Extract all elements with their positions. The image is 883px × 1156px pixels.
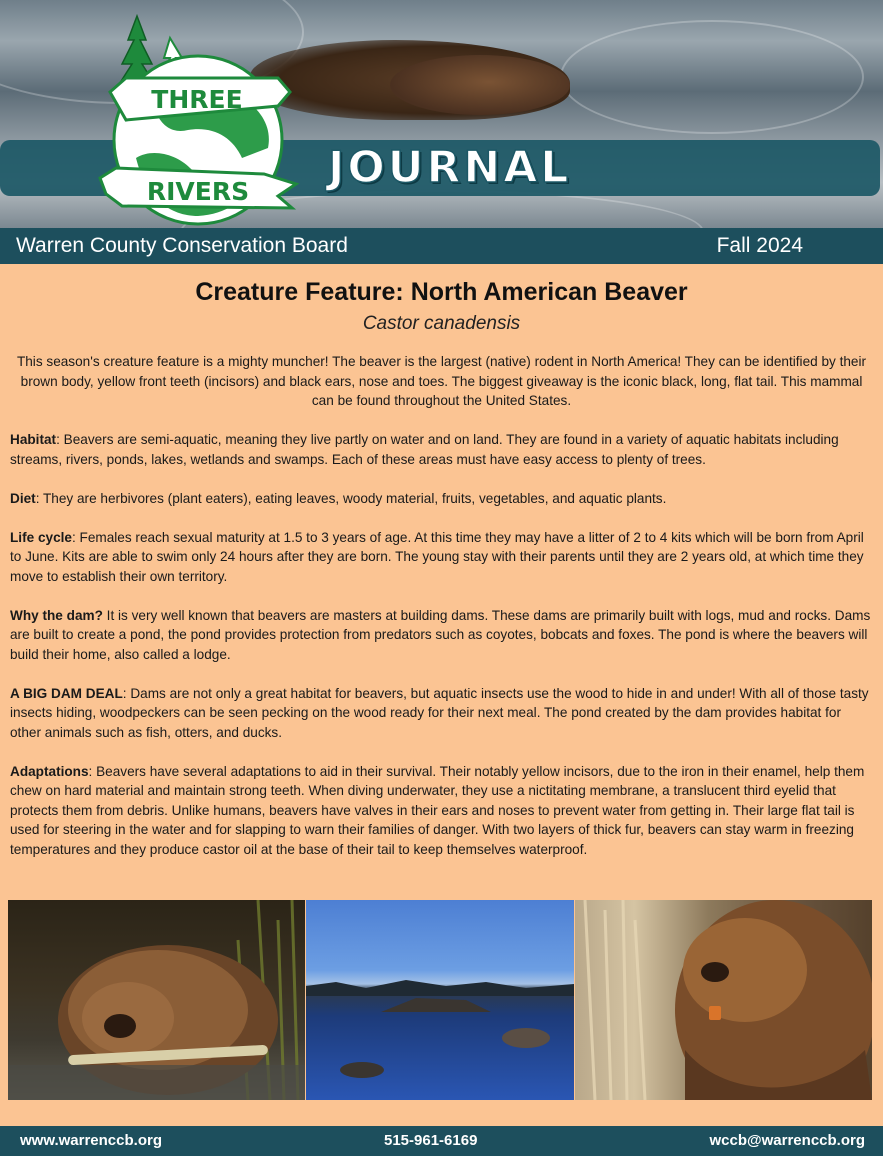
section-separator: :: [71, 529, 76, 545]
beaver-eating-illustration: [8, 900, 305, 1100]
article: [10, 264, 873, 859]
why-the-dam-paragraph: [10, 606, 873, 665]
three-rivers-logo: [92, 8, 302, 228]
section-heading: Why the dam?: [10, 607, 103, 623]
issue-season: Fall 2024: [716, 234, 803, 257]
footer-bar: [0, 1126, 883, 1156]
section-text: Females reach sexual maturity at 1.5 to 3 years of age. At this time they may have a litter of 2 to 4 kits which will be born from April to June. Kits are able to swim only 24 hours after they are born. The young stay with their parents until they are 2 years old, at which time they move to establish their own territory.: [10, 529, 864, 584]
beaver-eating-photo: [8, 900, 305, 1100]
section-text: Beavers have several adaptations to aid in their survival. Their notably yellow incisors, due to the iron in their enamel, help them chew on hard material and maintain strong teeth. When diving underwater, they use a nictitating membrane, a translucent third eyelid that protects them from debris. Unlike humans, beavers have valves in their ears and noses to prevent water from getting in. Their large flat tail is used for steering in the water and for slapping to warn their families of danger. With two layers of thick fur, beavers can stay warm in freezing temperatures and they produce castor oil at the base of their tail to keep themselves waterproof.: [10, 763, 865, 857]
beaver-head-image: [390, 55, 570, 115]
diet-paragraph: [10, 489, 873, 509]
section-heading: Habitat: [10, 432, 57, 447]
footer-website-link[interactable]: www.warrenccb.org: [20, 1132, 162, 1149]
habitat-paragraph: [10, 430, 873, 469]
organization-name: Warren County Conservation Board: [16, 234, 348, 257]
article-title: Creature Feature: North American Beaver: [195, 278, 688, 306]
journal-title: JOURNAL: [328, 142, 572, 193]
pond-lodge-illustration: [306, 900, 574, 1100]
section-separator: :: [88, 763, 93, 779]
section-text: Dams are not only a great habitat for beavers, but aquatic insects use the wood to hide in and under! With all of those tasty insects hiding, woodpeckers can be seen pecking on the wood ready for their next meal. The pond created by the dam provides habitat for other animals such as fish, otters, and ducks.: [10, 685, 869, 740]
footer-phone[interactable]: 515-961-6169: [384, 1132, 478, 1149]
beaver-portrait-photo: [575, 900, 872, 1100]
section-text: It is very well known that beavers are masters at building dams. These dams are primarily built with logs, mud and rocks. Dams are built to create a pond, the pond provides protection from predators such as coyotes, bobcats and foxes. The pond is where the beavers will build their home, also called a lodge.: [10, 607, 871, 662]
adaptations-paragraph: [10, 762, 873, 860]
section-separator: :: [56, 432, 60, 447]
life-cycle-paragraph: [10, 528, 873, 587]
section-heading: Adaptations: [10, 763, 89, 779]
scientific-name: Castor canadensis: [362, 313, 521, 334]
header-hero-photo: [0, 0, 883, 228]
beaver-lodge-pond-photo: [306, 900, 574, 1100]
section-heading: Diet: [10, 490, 36, 506]
big-dam-deal-paragraph: [10, 684, 873, 743]
footer-email-link[interactable]: wccb@warrenccb.org: [709, 1132, 865, 1149]
section-heading: A BIG DAM DEAL: [10, 685, 123, 701]
section-separator: :: [35, 490, 40, 506]
logo-text-top: THREE: [151, 85, 243, 114]
water-ripple: [560, 20, 864, 134]
logo-text-bottom: RIVERS: [146, 177, 250, 206]
section-separator: :: [122, 685, 127, 701]
section-text: Beavers are semi-aquatic, meaning they live partly on water and on land. They are found in a variety of aquatic habitats including streams, rivers, ponds, lakes, wetlands and swamps. Each of these areas must have easy access to plenty of trees.: [10, 432, 839, 467]
section-heading: Life cycle: [10, 529, 72, 545]
masthead-bar: [0, 228, 883, 264]
section-text: They are herbivores (plant eaters), eating leaves, woody material, fruits, vegetables, and aquatic plants.: [39, 490, 667, 506]
beaver-portrait-illustration: [575, 900, 872, 1100]
intro-paragraph: This season's creature feature is a mighty muncher! The beaver is the largest (native) rodent in North America! They can be identified by their brown body, yellow front teeth (incisors) and black ears, nose and toes. The biggest giveaway is the iconic black, long, flat tail. This mammal can be found throughout the United States.: [16, 354, 867, 408]
photo-strip: [8, 900, 872, 1100]
